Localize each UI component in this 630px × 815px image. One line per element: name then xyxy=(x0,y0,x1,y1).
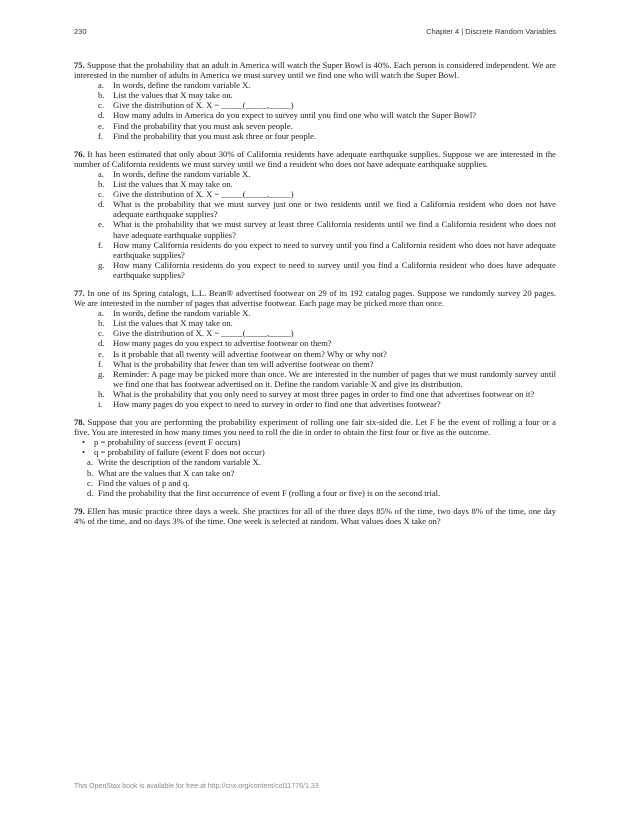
item-letter: e. xyxy=(98,348,104,359)
item-letter: c. xyxy=(98,189,104,200)
list-item xyxy=(74,80,556,90)
item-letter: a. xyxy=(87,457,93,468)
list-item xyxy=(74,338,556,348)
item-text: How many California residents do you expect to need to survey until you find a California resident who does have adequate earthquake supplies? xyxy=(113,259,556,280)
item-text: q = probability of failure (event F does not occur) xyxy=(94,447,265,458)
list-item xyxy=(74,110,556,120)
problem-number: 76. xyxy=(74,148,85,159)
problem-text: Suppose that the probability that an adult in America will watch the Super Bowl is 40%. Each person is considered independent. We are interested in the number of adults in America we must survey until we find one who will watch the Super Bowl. xyxy=(74,60,556,81)
list-item xyxy=(74,447,556,457)
item-text: Find the probability that the first occurrence of event F (rolling a four or five) is on the second trial. xyxy=(98,487,441,498)
problem-75-stem xyxy=(74,60,556,80)
problem-77 xyxy=(74,288,556,409)
list-item xyxy=(74,359,556,369)
item-text: What is the probability that you only need to survey at most three pages in order to find one that advertises footwear on it? xyxy=(113,388,535,399)
item-letter: b. xyxy=(98,90,105,101)
problem-text: Suppose that you are performing the probability experiment of rolling one fair six-sided die. Let F be the event of rolling a four or a five. You are interested in how many times you need to roll the die in order to obtain the first four or five as the outcome. xyxy=(74,417,556,438)
list-item xyxy=(74,131,556,141)
item-text: Reminder: A page may be picked more than once. We are interested in the number of pages that we must randomly survey until we find one that has footwear advertised on it. Define the random variable X and give its distribution. xyxy=(113,368,556,389)
list-item xyxy=(74,308,556,318)
item-text: In words, define the random variable X. xyxy=(113,168,251,179)
bullet-icon: • xyxy=(82,437,86,448)
list-item xyxy=(74,121,556,131)
item-text: What is the probability that we must survey at least three California residents until we find a California resident who does not have adequate earthquake supplies? xyxy=(113,219,556,240)
item-text: Write the description of the random variable X. xyxy=(98,457,261,468)
list-item xyxy=(74,457,556,467)
item-text: Is it probable that all twenty will advertise footwear on them? Why or why not? xyxy=(113,348,387,359)
item-letter: b. xyxy=(98,179,105,190)
item-letter: g. xyxy=(98,259,105,270)
item-text: In words, define the random variable X. xyxy=(113,80,251,91)
list-item xyxy=(74,260,556,280)
item-letter: e. xyxy=(98,120,104,131)
item-text: List the values that X may take on. xyxy=(113,90,233,101)
item-text: Find the values of p and q. xyxy=(98,477,190,488)
list-item xyxy=(74,488,556,498)
page-footer: This OpenStax book is available for free at http://cnx.org/content/col11776/1.33 xyxy=(74,783,319,790)
list-item xyxy=(74,318,556,328)
problem-78-definitions xyxy=(74,437,556,457)
item-text: Give the distribution of X. X ~ _____(_____,_____) xyxy=(113,328,294,339)
chapter-title: Chapter 4 | Discrete Random Variables xyxy=(426,27,556,36)
item-text: p = probability of success (event F occurs) xyxy=(94,437,241,448)
problem-number: 78. xyxy=(74,417,85,428)
page-number: 230 xyxy=(74,27,87,36)
item-letter: a. xyxy=(98,308,104,319)
item-text: How many adults in America do you expect to survey until you find one who will watch the Super Bowl? xyxy=(113,110,477,121)
problem-78-stem xyxy=(74,417,556,437)
exercise-list xyxy=(74,60,556,534)
list-item xyxy=(74,90,556,100)
list-item xyxy=(74,179,556,189)
list-item xyxy=(74,399,556,409)
item-letter: d. xyxy=(98,338,105,349)
problem-76 xyxy=(74,149,556,280)
problem-number: 75. xyxy=(74,60,85,70)
item-letter: g. xyxy=(98,368,105,379)
problem-76-stem xyxy=(74,149,556,169)
list-item xyxy=(74,478,556,488)
list-item xyxy=(74,199,556,219)
item-letter: h. xyxy=(98,388,105,399)
item-letter: f. xyxy=(98,239,104,250)
item-text: How many pages do you expect to advertise footwear on them? xyxy=(113,338,332,349)
problem-79-stem xyxy=(74,506,556,526)
problem-number: 79. xyxy=(74,505,85,516)
item-letter: d. xyxy=(87,487,94,498)
problem-77-stem xyxy=(74,288,556,308)
problem-78 xyxy=(74,417,556,498)
list-item xyxy=(74,369,556,389)
list-item xyxy=(74,437,556,447)
item-letter: f. xyxy=(98,358,104,369)
item-letter: e. xyxy=(98,219,104,230)
list-item xyxy=(74,328,556,338)
problem-79 xyxy=(74,506,556,526)
item-letter: d. xyxy=(98,199,105,210)
problem-text: In one of its Spring catalogs, L.L. Bean® advertised footwear on 29 of its 192 catalog pages. Suppose we randomly survey 20 pages. We are interested in the number of pages that advertise footwear. Each page may be picked more than once. xyxy=(74,287,557,309)
item-text: Give the distribution of X. X ~ _____(_____,_____) xyxy=(113,189,294,200)
item-text: List the values that X may take on. xyxy=(113,179,233,190)
problem-75-parts xyxy=(74,80,556,141)
problem-text: It has been estimated that only about 30% of California residents have adequate earthquake supplies. Suppose we are interested in the number of California residents we must survey until we find a resident who does not have adequate earthquake supplies. xyxy=(74,148,556,169)
problem-76-parts xyxy=(74,169,556,280)
item-text: How many pages do you expect to need to survey in order to find one that advertises footwear? xyxy=(113,399,441,409)
item-letter: a. xyxy=(98,168,104,179)
item-text: Find the probability that you must ask three or four people. xyxy=(113,130,317,141)
list-item xyxy=(74,169,556,179)
problem-number: 77. xyxy=(74,287,85,298)
item-letter: i. xyxy=(98,399,103,409)
list-item xyxy=(74,349,556,359)
list-item xyxy=(74,100,556,110)
problem-77-parts xyxy=(74,308,556,409)
item-text: Give the distribution of X. X ~ _____(_____,_____) xyxy=(113,100,294,111)
problem-75 xyxy=(74,60,556,141)
item-text: How many California residents do you expect to need to survey until you find a California resident who does not have adequate earthquake supplies? xyxy=(113,239,556,260)
item-letter: b. xyxy=(98,318,105,329)
list-item xyxy=(74,468,556,478)
problem-78-parts xyxy=(74,457,556,497)
item-text: What are the values that X can take on? xyxy=(98,467,235,478)
item-text: In words, define the random variable X. xyxy=(113,308,251,319)
problem-text: Ellen has music practice three days a week. She practices for all of the three days 85% of the time, two days 8% of the time, one day 4% of the time, and no days 3% of the time. One week is selected at random. What values does X take on? xyxy=(74,505,556,526)
list-item xyxy=(74,389,556,399)
item-text: What is the probability that fewer than ten will advertise footwear on them? xyxy=(113,358,374,369)
bullet-icon: • xyxy=(82,447,86,458)
item-letter: a. xyxy=(98,80,104,91)
item-text: List the values that X may take on. xyxy=(113,318,233,329)
item-letter: c. xyxy=(98,328,104,339)
item-text: Find the probability that you must ask seven people. xyxy=(113,120,293,131)
item-letter: d. xyxy=(98,110,105,121)
item-text: What is the probability that we must survey just one or two residents until we find a California resident who does not have adequate earthquake supplies? xyxy=(113,199,556,220)
item-letter: f. xyxy=(98,130,104,141)
list-item xyxy=(74,219,556,239)
list-item xyxy=(74,189,556,199)
list-item xyxy=(74,240,556,260)
item-letter: b. xyxy=(87,467,94,478)
item-letter: c. xyxy=(98,100,104,111)
item-letter: c. xyxy=(87,477,93,488)
